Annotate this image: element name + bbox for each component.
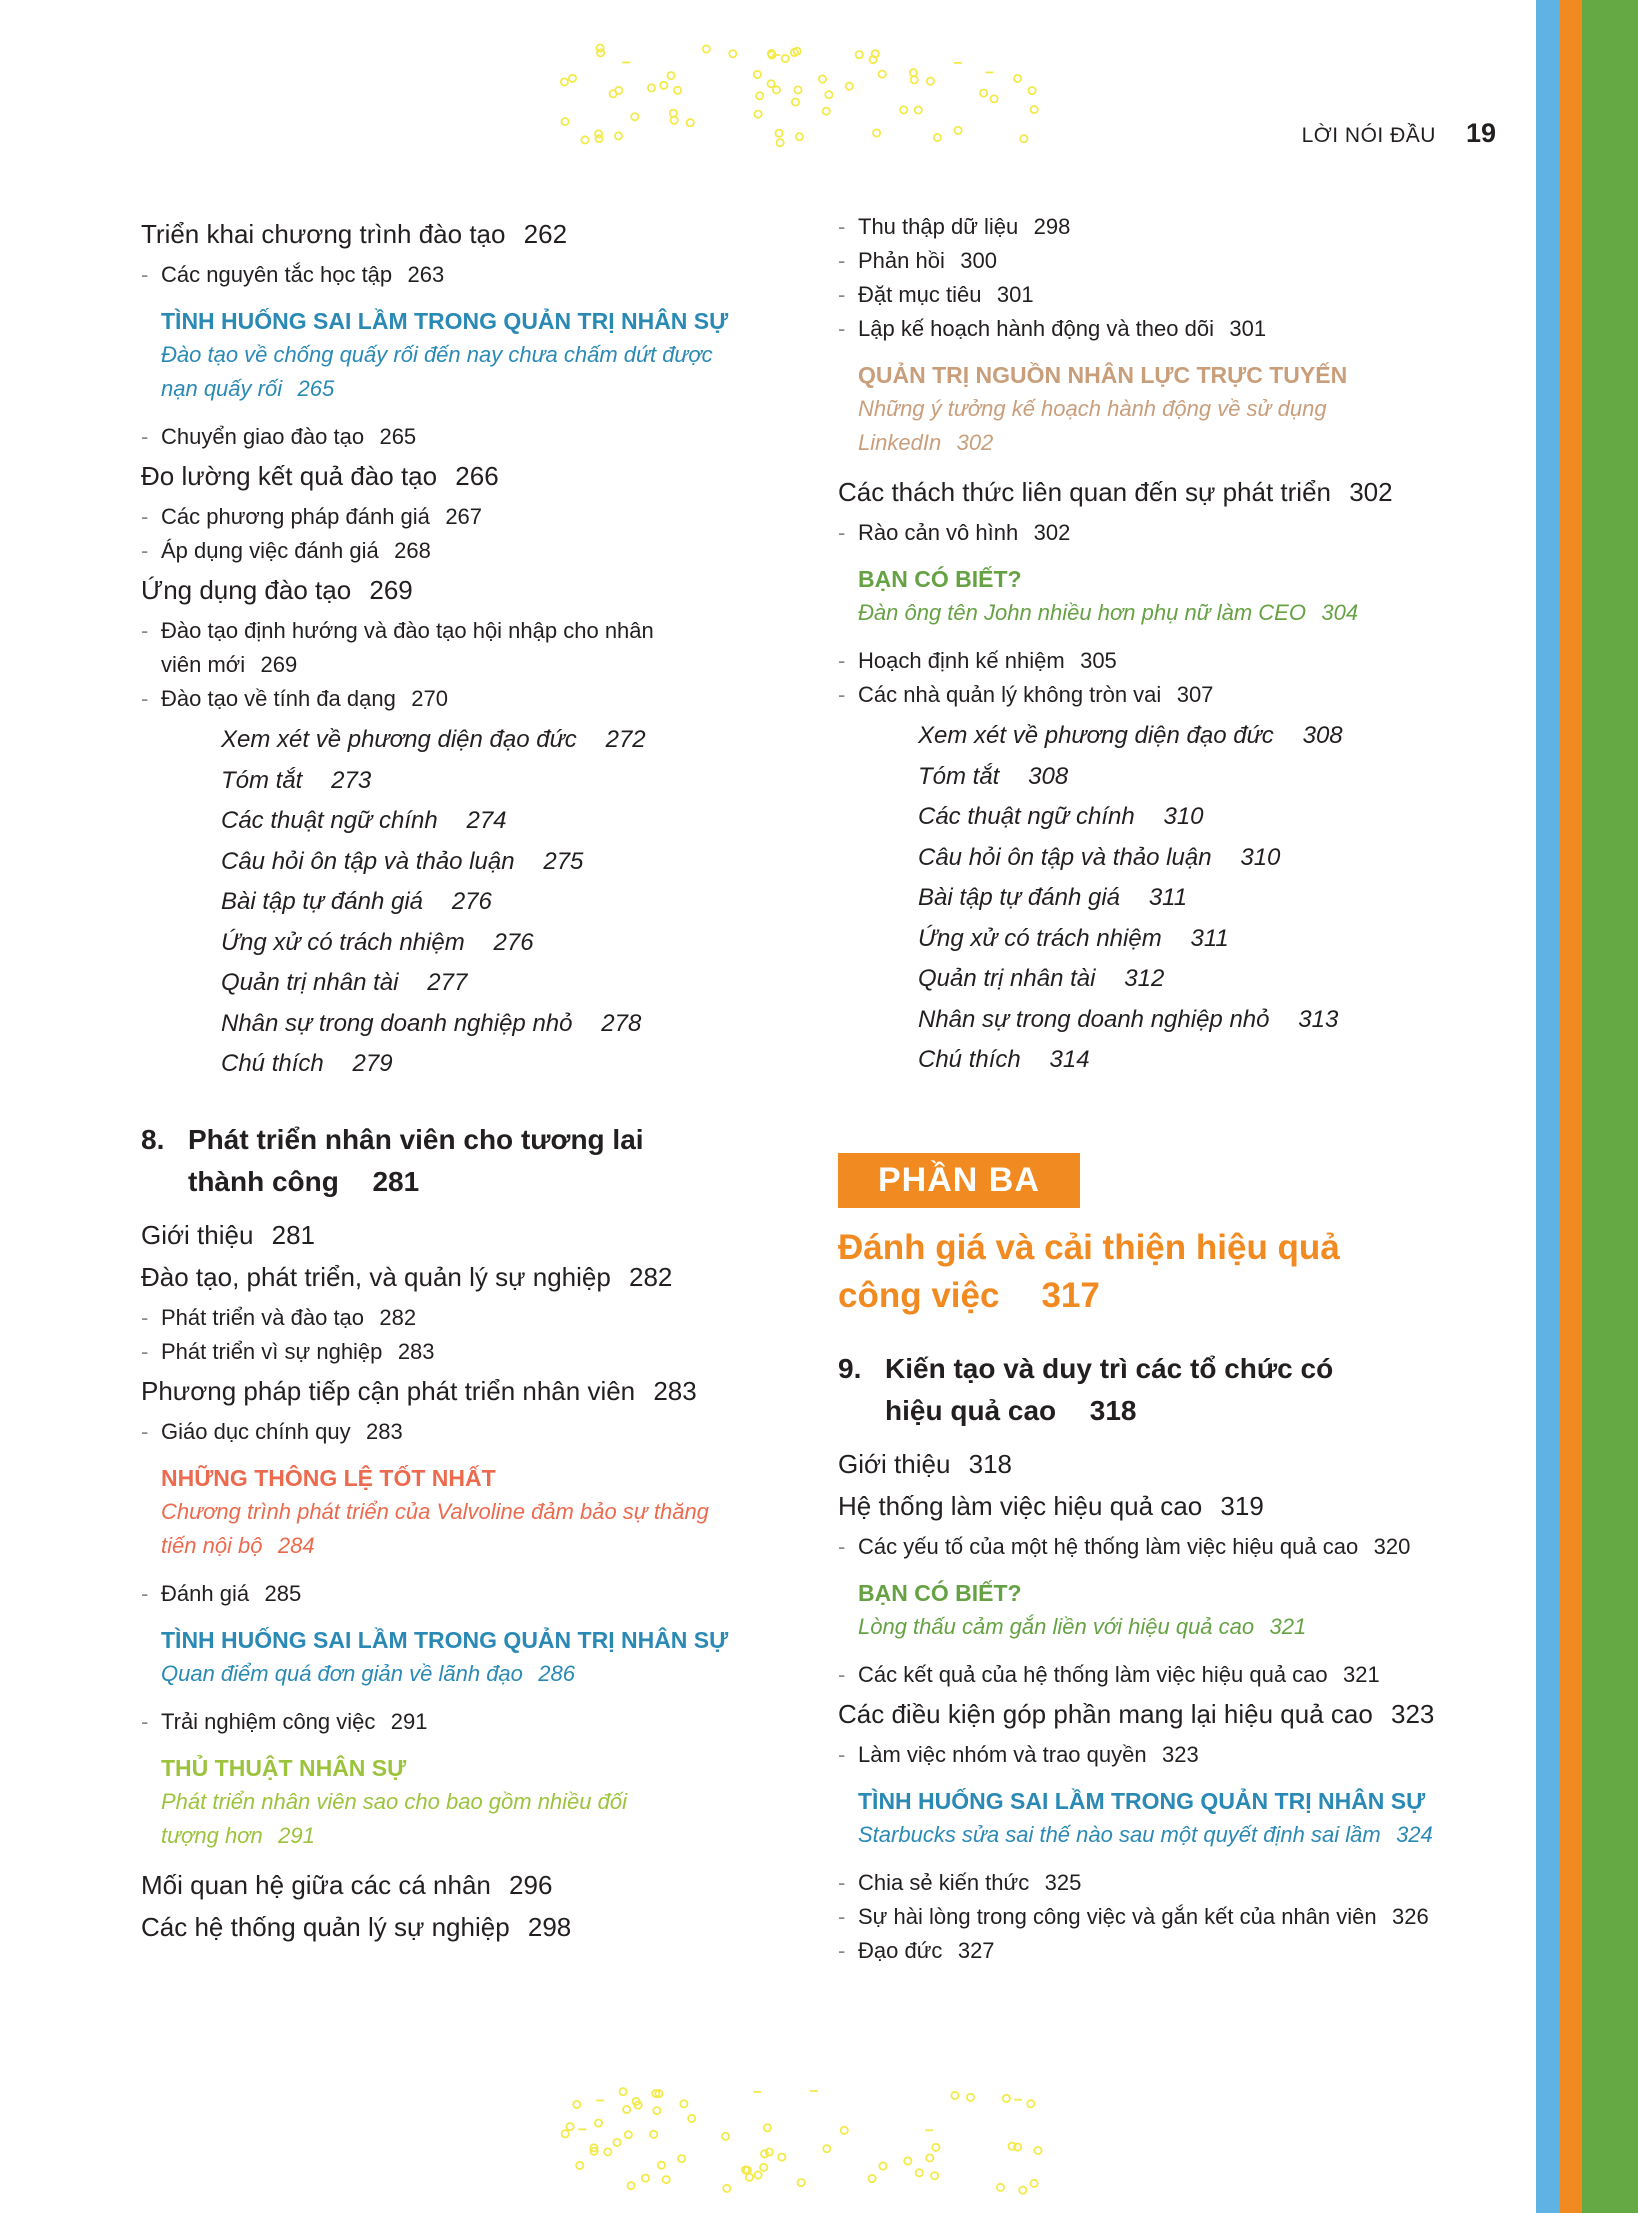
toc-subsection: - Rào cản vô hình 302 — [838, 516, 1518, 550]
decorative-dot — [879, 70, 886, 77]
decorative-dot — [620, 2088, 627, 2095]
toc-subsection: - Đặt mục tiêu 301 — [838, 278, 1518, 312]
feature-box-title: BẠN CÓ BIẾT? — [858, 1579, 1022, 1606]
chapter-number: 8. — [141, 1123, 165, 1155]
chapter-heading: 9. Kiến tạo và duy trì các tổ chức có hiệu quả cao 318 — [838, 1348, 1518, 1432]
decorative-dot — [792, 98, 799, 105]
running-header — [1302, 118, 1496, 149]
decorative-dot — [756, 92, 763, 99]
toc-end-matter: Chú thích 314 — [918, 1046, 1090, 1073]
decorative-dot — [869, 2175, 876, 2182]
decorative-dot — [926, 2154, 933, 2161]
decorative-dot — [613, 2139, 620, 2146]
decorative-dot — [931, 2172, 938, 2179]
feature-box-title: THỦ THUẬT NHÂN SỰ — [161, 1754, 407, 1781]
decorative-dot — [782, 55, 789, 62]
toc-section: Triển khai chương trình đào tạo 262 — [141, 219, 568, 249]
decorative-dot — [674, 87, 681, 94]
decorative-dot — [722, 2133, 729, 2140]
decorative-dot — [653, 2107, 660, 2114]
decorative-dot — [904, 2157, 911, 2164]
feature-box-subtitle: Quan điểm quá đơn giản về lãnh đạo 286 — [161, 1660, 576, 1686]
decorative-dot — [1003, 2095, 1010, 2102]
part-title: Đánh giá và cải thiện hiệu quả công việc 317 — [838, 1227, 1340, 1315]
feature-box-subtitle: Đàn ông tên John nhiều hơn phụ nữ làm CEO 304 — [858, 600, 1359, 625]
decorative-dot — [1030, 2180, 1037, 2187]
toc-left-column — [141, 212, 781, 1951]
toc-section: Hệ thống làm việc hiệu quả cao 319 — [838, 1490, 1264, 1521]
toc-subsection: - Các phương pháp đánh giá 267 — [141, 500, 781, 534]
decorative-dot — [775, 130, 782, 137]
feature-box — [838, 1576, 1518, 1644]
dot-pattern-top — [555, 40, 1045, 160]
chapter-number: 9. — [838, 1352, 862, 1384]
toc-end-matter: Xem xét về phương diện đạo đức 272 — [221, 726, 646, 753]
decorative-dot — [597, 49, 604, 56]
feature-box-title: TÌNH HUỐNG SAI LẦM TRONG QUẢN TRỊ NHÂN SỰ — [161, 1626, 729, 1653]
toc-end-matter: Quản trị nhân tài 312 — [918, 965, 1165, 992]
decorative-dot — [688, 2115, 695, 2122]
header-label: LỜI NÓI ĐẦU — [1301, 124, 1436, 147]
toc-subsection: - Sự hài lòng trong công việc và gắn kết của nhân viên 326 — [838, 1900, 1518, 1934]
feature-box — [141, 1623, 781, 1691]
toc-subsection: - Các nguyên tắc học tập 263 — [141, 258, 781, 292]
decorative-dot — [623, 2106, 630, 2113]
decorative-dot — [798, 2179, 805, 2186]
header-page-number: 19 — [1465, 118, 1496, 148]
decorative-dot — [671, 117, 678, 124]
toc-end-matter: Tóm tắt 273 — [221, 766, 372, 794]
decorative-dot — [1027, 2100, 1034, 2107]
decorative-dot — [794, 86, 801, 93]
toc-section: Giới thiệu 281 — [141, 1219, 316, 1250]
decorative-dot — [796, 133, 803, 140]
decorative-dot — [768, 80, 775, 87]
decorative-dot — [1019, 2187, 1026, 2194]
decorative-dot — [951, 2092, 958, 2099]
decorative-dot — [663, 2176, 670, 2183]
decorative-dot — [911, 76, 918, 83]
decorative-dot — [754, 71, 761, 78]
toc-end-matter: Tóm tắt 308 — [918, 762, 1069, 790]
decorative-dot — [932, 2144, 939, 2151]
decorative-dot — [610, 90, 617, 97]
toc-subsection: - Các kết quả của hệ thống làm việc hiệu quả cao 321 — [838, 1658, 1518, 1692]
toc-subsection: - Thu thập dữ liệu 298 — [838, 210, 1518, 244]
decorative-dot — [910, 69, 917, 76]
feature-box-title: TÌNH HUỐNG SAI LẦM TRONG QUẢN TRỊ NHÂN SỰ — [161, 308, 729, 334]
toc-subsection: - Lập kế hoạch hành động và theo dõi 301 — [838, 312, 1518, 346]
toc-end-matter: Chú thích 279 — [221, 1050, 393, 1077]
feature-box-title: BẠN CÓ BIẾT? — [858, 566, 1022, 592]
decorative-dot — [660, 82, 667, 89]
toc-section: Đào tạo, phát triển, và quản lý sự nghiệp 282 — [141, 1261, 673, 1292]
toc-subsection: - Hoạch định kế nhiệm 305 — [838, 644, 1518, 678]
toc-section: Đo lường kết quả đào tạo 266 — [141, 461, 499, 491]
decorative-dot — [1034, 2147, 1041, 2154]
orange-edge-stripe — [1560, 0, 1582, 2213]
decorative-dot — [680, 2100, 687, 2107]
decorative-dot — [825, 91, 832, 98]
decorative-dot — [658, 2162, 665, 2169]
decorative-dot — [1029, 87, 1036, 94]
decorative-dot — [819, 75, 826, 82]
decorative-dot — [856, 51, 863, 58]
decorative-dot — [916, 2169, 923, 2176]
decorative-dot — [773, 86, 780, 93]
toc-end-matter: Nhân sự trong doanh nghiệp nhỏ 278 — [221, 1009, 642, 1037]
decorative-dot — [567, 2123, 574, 2130]
feature-box — [838, 1784, 1518, 1852]
decorative-dot — [927, 78, 934, 85]
dot-pattern-bottom — [555, 2085, 1045, 2205]
toc-subsection: - Đào tạo định hướng và đào tạo hội nhập cho nhân viên mới 269 — [141, 614, 781, 682]
decorative-dot — [841, 2127, 848, 2134]
decorative-dot — [879, 2162, 886, 2169]
feature-box — [838, 358, 1518, 460]
decorative-dot — [573, 2101, 580, 2108]
decorative-dot — [703, 45, 710, 52]
feature-box-title: TÌNH HUỐNG SAI LẦM TRONG QUẢN TRỊ NHÂN SỰ — [858, 1787, 1426, 1814]
feature-box-title: NHỮNG THÔNG LỆ TỐT NHẤT — [161, 1464, 496, 1491]
toc-end-matter: Câu hỏi ôn tập và thảo luận 275 — [221, 847, 584, 875]
feature-box-subtitle: Lòng thấu cảm gắn liền với hiệu quả cao 321 — [858, 1613, 1307, 1639]
decorative-dot — [667, 72, 674, 79]
toc-section: Các thách thức liên quan đến sự phát triển 302 — [838, 477, 1393, 507]
toc-end-matter: Bài tập tự đánh giá 276 — [221, 888, 492, 915]
toc-subsection: - Phát triển và đào tạo 282 — [141, 1301, 781, 1335]
decorative-dot — [1020, 135, 1027, 142]
decorative-dot — [760, 2164, 767, 2171]
decorative-dot — [915, 106, 922, 113]
toc-section: Các điều kiện góp phần mang lại hiệu quả cao 323 — [838, 1698, 1435, 1729]
toc-end-matter: Quản trị nhân tài 277 — [221, 969, 468, 996]
decorative-dot — [581, 136, 588, 143]
decorative-dot — [777, 139, 784, 146]
decorative-dot — [561, 78, 568, 85]
feature-box-subtitle: Đào tạo về chống quấy rối đến nay chưa chấm dứt được nạn quấy rối 265 — [161, 342, 713, 401]
decorative-dot — [648, 84, 655, 91]
toc-end-matter: Ứng xử có trách nhiệm 311 — [918, 924, 1229, 952]
feature-box — [141, 1751, 781, 1853]
feature-box-subtitle: Chương trình phát triển của Valvoline đảm bảo sự thăng tiến nội bộ 284 — [161, 1498, 709, 1558]
decorative-dot — [754, 110, 761, 117]
decorative-dot — [846, 83, 853, 90]
toc-subsection: - Chuyển giao đào tạo 265 — [141, 420, 781, 454]
decorative-dot — [562, 2130, 569, 2137]
decorative-dot — [627, 2182, 634, 2189]
toc-end-matter: Xem xét về phương diện đạo đức 308 — [918, 722, 1343, 749]
toc-end-matter: Bài tập tự đánh giá 311 — [918, 884, 1188, 911]
decorative-dot — [900, 106, 907, 113]
feature-box — [141, 304, 781, 406]
toc-end-matter: Các thuật ngữ chính 274 — [221, 807, 507, 834]
decorative-dot — [595, 135, 602, 142]
toc-section: Giới thiệu 318 — [838, 1448, 1013, 1479]
decorative-dot — [778, 2153, 785, 2160]
toc-section: Phương pháp tiếp cận phát triển nhân viên 283 — [141, 1375, 697, 1406]
blue-edge-stripe — [1536, 0, 1560, 2213]
toc-end-matter: Nhân sự trong doanh nghiệp nhỏ 313 — [918, 1005, 1339, 1033]
decorative-dot — [997, 2184, 1004, 2191]
feature-box-subtitle: Phát triển nhân viên sao cho bao gồm nhiều đối tượng hơn 291 — [161, 1788, 627, 1848]
toc-end-matter: Các thuật ngữ chính 310 — [918, 803, 1204, 830]
decorative-dot — [764, 2124, 771, 2131]
toc-end-matter: Ứng xử có trách nhiệm 276 — [221, 928, 534, 956]
decorative-dot — [823, 2145, 830, 2152]
decorative-dot — [595, 2119, 602, 2126]
toc-subsection: - Các yếu tố của một hệ thống làm việc hiệu quả cao 320 — [838, 1530, 1518, 1564]
decorative-dot — [990, 95, 997, 102]
decorative-dot — [754, 2171, 761, 2178]
toc-subsection: - Trải nghiệm công việc 291 — [141, 1705, 781, 1739]
decorative-dot — [934, 134, 941, 141]
toc-subsection: - Áp dụng việc đánh giá 268 — [141, 534, 781, 568]
toc-section: Mối quan hệ giữa các cá nhân 296 — [141, 1869, 553, 1900]
decorative-dot — [678, 2155, 685, 2162]
toc-subsection: - Giáo dục chính quy 283 — [141, 1415, 781, 1449]
feature-box-subtitle: Những ý tưởng kế hoạch hành động về sử dụng LinkedIn 302 — [858, 396, 1327, 455]
decorative-dot — [980, 89, 987, 96]
toc-subsection: - Làm việc nhóm và trao quyền 323 — [838, 1738, 1518, 1772]
decorative-dot — [670, 110, 677, 117]
toc-section: Ứng dụng đào tạo 269 — [141, 575, 413, 605]
decorative-dot — [561, 118, 568, 125]
decorative-dot — [650, 2131, 657, 2138]
decorative-dot — [569, 75, 576, 82]
feature-box — [141, 1461, 781, 1563]
decorative-dot — [631, 113, 638, 120]
decorative-dot — [604, 2148, 611, 2155]
decorative-dot — [954, 127, 961, 134]
decorative-dot — [687, 119, 694, 126]
toc-section: Các hệ thống quản lý sự nghiệp 298 — [141, 1911, 572, 1942]
chapter-heading: 8. Phát triển nhân viên cho tương lai thành công 281 — [141, 1119, 781, 1203]
decorative-dot — [823, 108, 830, 115]
toc-subsection: - Đào tạo về tính đa dạng 270 — [141, 682, 781, 716]
decorative-dot — [615, 132, 622, 139]
decorative-dot — [1014, 75, 1021, 82]
green-edge-stripe — [1582, 0, 1638, 2213]
decorative-dot — [729, 50, 736, 57]
decorative-dot — [576, 2162, 583, 2169]
feature-box-title: QUẢN TRỊ NGUỒN NHÂN LỰC TRỰC TUYẾN — [858, 362, 1348, 388]
toc-subsection: - Chia sẻ kiến thức 325 — [838, 1866, 1518, 1900]
toc-subsection: - Đạo đức 327 — [838, 1934, 1518, 1968]
feature-box-subtitle: Starbucks sửa sai thế nào sau một quyết định sai lầm 324 — [858, 1821, 1433, 1847]
toc-subsection: - Phát triển vì sự nghiệp 283 — [141, 1335, 781, 1369]
decorative-dot — [642, 2175, 649, 2182]
feature-box — [838, 562, 1518, 630]
toc-right-column — [838, 212, 1518, 1968]
toc-end-matter: Câu hỏi ôn tập và thảo luận 310 — [918, 843, 1281, 871]
decorative-dot — [625, 2131, 632, 2138]
decorative-dot — [1031, 106, 1038, 113]
decorative-dot — [873, 129, 880, 136]
toc-subsection: - Đánh giá 285 — [141, 1577, 781, 1611]
part-badge: PHẦN BA — [838, 1153, 1080, 1208]
toc-subsection: - Các nhà quản lý không tròn vai 307 — [838, 678, 1518, 712]
decorative-dot — [723, 2185, 730, 2192]
decorative-dot — [967, 2094, 974, 2101]
toc-subsection: - Phản hồi 300 — [838, 244, 1518, 278]
